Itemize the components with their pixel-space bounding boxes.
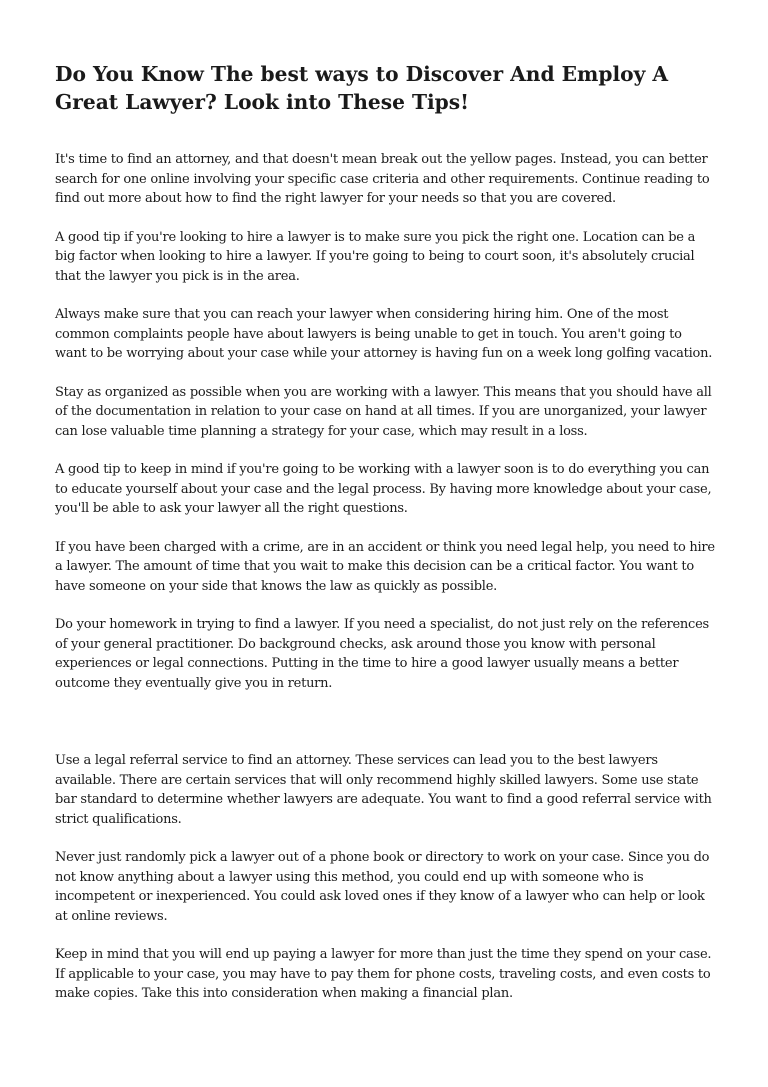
paragraph: If you have been charged with a crime, are in an accident or think you need legal help, you need to hire a lawyer. The amount of time that you wait to make this decision can be a critical factor. You want to have someone on your side that knows the law as quickly as possible. xyxy=(55,539,715,594)
paragraph: A good tip if you're looking to hire a lawyer is to make sure you pick the right one. Location can be a big factor when looking to hire a lawyer. If you're going to being to court soon, it's absolutely crucial that the lawyer you pick is in the area. xyxy=(55,229,696,284)
paragraph: A good tip to keep in mind if you're going to be working with a lawyer soon is to do everything you can to educate yourself about your case and the legal process. By having more knowledge about your case, you'll be able to ask your lawyer all the right questions. xyxy=(55,462,712,516)
document-title: Do You Know The best ways to Discover And Employ A Great Lawyer? Look into These Tips! xyxy=(55,62,669,114)
paragraph: Never just randomly pick a lawyer out of a phone book or directory to work on your case. Since you do not know anything about a lawyer using this method, you could end up with someone who is incompetent or inexperienced. You could ask loved ones if they know of a lawyer who can help or look at online reviews. xyxy=(55,850,710,924)
paragraph: Do your homework in trying to find a lawyer. If you need a specialist, do not just rely on the references of your general practitioner. Do background checks, ask around those you know with personal experiences or legal connections. Putting in the time to hire a good lawyer usually means a better outcome they eventually give you in return. xyxy=(55,617,709,691)
paragraph: Always make sure that you can reach your lawyer when considering hiring him. One of the most common complaints people have about lawyers is being unable to get in touch. You aren't going to want to be worrying about your case while your attorney is having fun on a week long golfing vacation. xyxy=(55,307,713,361)
paragraph: It's time to find an attorney, and that doesn't mean break out the yellow pages. Instead, you can better search for one online involving your specific case criteria and other requirements. Continue reading to find out more about how to find the right lawyer for your needs so that you are covered. xyxy=(55,152,710,206)
paragraph: Stay as organized as possible when you are working with a lawyer. This means that you should have all of the documentation in relation to your case on hand at all times. If you are unorganized, your lawyer can lose valuable time planning a strategy for your case, which may result in a loss. xyxy=(55,384,712,439)
paragraph: Use a legal referral service to find an attorney. These services can lead you to the best lawyers available. There are certain services that will only recommend highly skilled lawyers. Some use state bar standard to determine whether lawyers are adequate. You want to find a good referral service with strict qualifications. xyxy=(55,753,712,827)
paragraph: Keep in mind that you will end up paying a lawyer for more than just the time they spend on your case. If applicable to your case, you may have to pay them for phone costs, traveling costs, and even costs to make copies. Take this into consideration when making a financial plan. xyxy=(55,947,712,1001)
